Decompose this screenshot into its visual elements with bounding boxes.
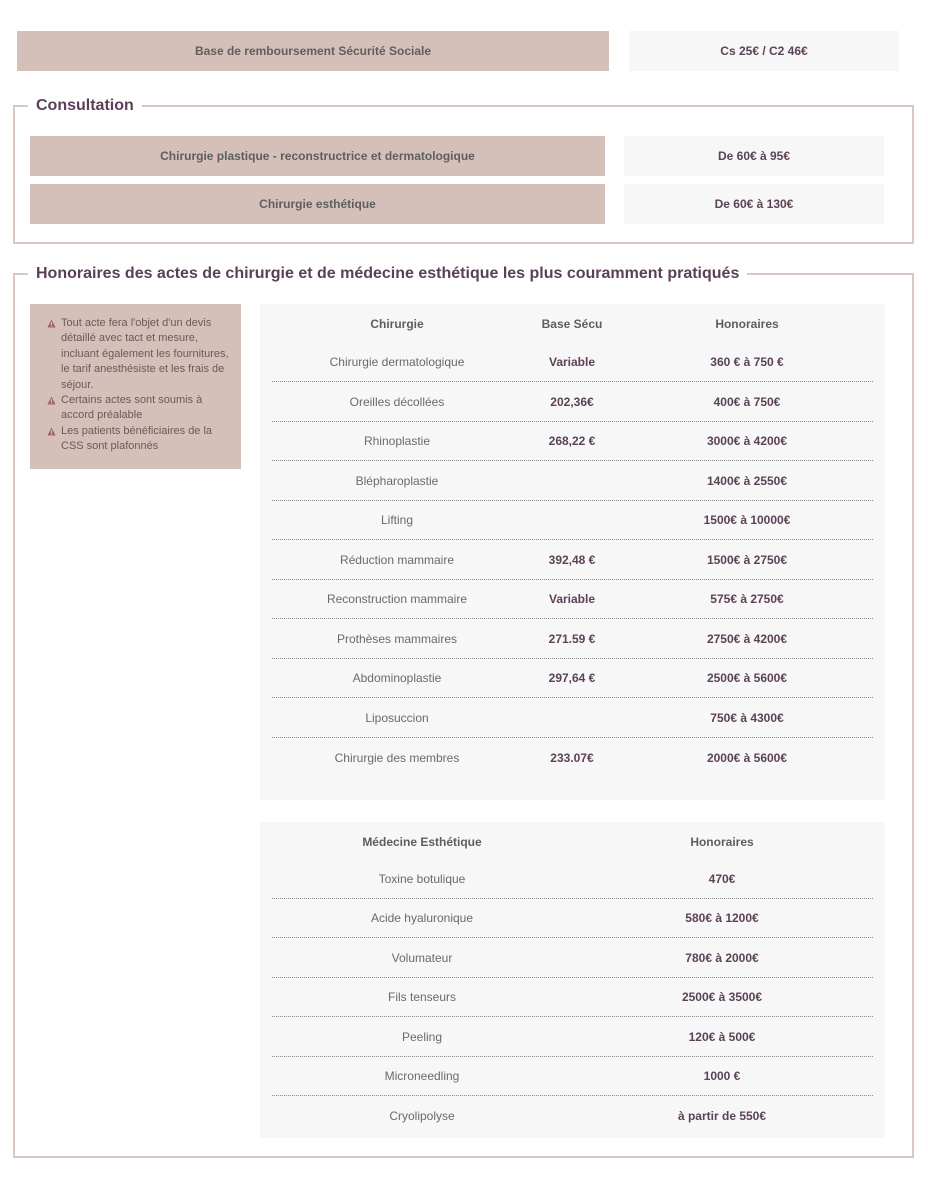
header-medecine-esthetique: Médecine Esthétique bbox=[362, 834, 482, 849]
header-honoraires: Honoraires bbox=[715, 316, 779, 331]
fee-value: 400€ à 750€ bbox=[713, 394, 781, 409]
surgery-table-header bbox=[272, 304, 873, 343]
procedure-name: Blépharoplastie bbox=[355, 473, 439, 488]
table-row bbox=[272, 501, 873, 540]
fee-value: 575€ à 2750€ bbox=[710, 592, 784, 606]
header-base-secu: Base Sécu bbox=[541, 316, 603, 331]
procedure-name: Chirurgie des membres bbox=[334, 750, 460, 765]
procedure-name: Oreilles décollées bbox=[349, 394, 445, 409]
base-secu-value bbox=[522, 699, 622, 737]
table-row bbox=[272, 1057, 873, 1096]
base-secu-value: 268,22 € bbox=[548, 434, 596, 448]
base-secu-value: Variable bbox=[548, 355, 596, 369]
table-row bbox=[272, 939, 873, 978]
procedure-name: Chirurgie dermatologique bbox=[329, 355, 465, 369]
procedure-name: Réduction mammaire bbox=[339, 552, 455, 567]
fee-value: 1500€ à 10000€ bbox=[703, 513, 791, 527]
consultation-label-aesthetic: Chirurgie esthétique bbox=[30, 184, 605, 224]
aesthetic-table bbox=[260, 822, 885, 1138]
base-remboursement-label: Base de remboursement Sécurité Sociale bbox=[17, 31, 609, 71]
warning-icon bbox=[47, 319, 56, 328]
treatment-name: Volumateur bbox=[391, 950, 453, 965]
note-item: Les patients bénéficiaires de la CSS sont plafonnés bbox=[46, 424, 235, 455]
fee-value: 750€ à 4300€ bbox=[710, 710, 784, 725]
consultation-title: Consultation bbox=[28, 95, 142, 117]
note-item: Tout acte fera l'objet d'un devis détaillé avec tact et mesure, incluant également les fournitures, le tarif anesthésiste et les frais de séjour. bbox=[46, 316, 235, 393]
warning-icon bbox=[47, 427, 56, 436]
fee-value: 780€ à 2000€ bbox=[685, 950, 759, 965]
header-chirurgie: Chirurgie bbox=[370, 316, 424, 331]
base-secu-value: 297,64 € bbox=[548, 671, 596, 685]
warning-icon bbox=[47, 396, 56, 405]
table-row bbox=[272, 699, 873, 738]
table-row bbox=[272, 462, 873, 501]
treatment-name: Cryolipolyse bbox=[389, 1108, 455, 1123]
base-remboursement-value: Cs 25€ / C2 46€ bbox=[629, 31, 899, 71]
fee-value: 2750€ à 4200€ bbox=[706, 631, 788, 646]
fee-value: 360 € à 750 € bbox=[710, 355, 784, 369]
table-row bbox=[272, 620, 873, 659]
table-row bbox=[272, 541, 873, 580]
base-secu-value: 271.59 € bbox=[548, 631, 596, 646]
treatment-name: Fils tenseurs bbox=[387, 990, 457, 1005]
header-honoraires: Honoraires bbox=[690, 834, 754, 849]
procedure-name: Lifting bbox=[380, 513, 414, 527]
base-secu-value: 202,36€ bbox=[550, 394, 594, 409]
procedure-name: Abdominoplastie bbox=[352, 671, 442, 685]
base-secu-value: 392,48 € bbox=[548, 552, 596, 567]
base-secu-value: 233.07€ bbox=[550, 750, 594, 765]
table-row bbox=[272, 738, 873, 777]
table-row bbox=[272, 899, 873, 938]
fee-value: 120€ à 500€ bbox=[688, 1029, 756, 1044]
base-secu-value bbox=[522, 501, 622, 539]
treatment-name: Peeling bbox=[401, 1029, 443, 1044]
table-row bbox=[272, 343, 873, 382]
procedure-name: Liposuccion bbox=[365, 710, 429, 725]
surgery-table bbox=[260, 304, 885, 800]
table-row bbox=[272, 580, 873, 619]
base-secu-value: Variable bbox=[548, 592, 596, 606]
honoraires-title: Honoraires des actes de chirurgie et de médecine esthétique les plus couramment pratiqués bbox=[28, 263, 747, 285]
fee-value: 2000€ à 5600€ bbox=[706, 750, 788, 765]
procedure-name: Rhinoplastie bbox=[363, 434, 431, 448]
consultation-value-plastic: De 60€ à 95€ bbox=[624, 136, 884, 176]
treatment-name: Microneedling bbox=[384, 1069, 460, 1083]
fee-value: 1000 € bbox=[703, 1069, 741, 1083]
table-row bbox=[272, 659, 873, 698]
table-row bbox=[272, 1018, 873, 1057]
procedure-name: Prothèses mammaires bbox=[336, 631, 458, 646]
table-row bbox=[272, 1096, 873, 1135]
notes-box bbox=[30, 304, 241, 469]
fee-value: 580€ à 1200€ bbox=[685, 911, 759, 926]
note-item: Certains actes sont soumis à accord préalable bbox=[46, 393, 235, 424]
fee-value: à partir de 550€ bbox=[677, 1108, 767, 1123]
fee-value: 1500€ à 2750€ bbox=[706, 552, 788, 567]
consultation-value-aesthetic: De 60€ à 130€ bbox=[624, 184, 884, 224]
table-row bbox=[272, 978, 873, 1017]
fee-value: 2500€ à 3500€ bbox=[681, 990, 763, 1005]
procedure-name: Reconstruction mammaire bbox=[326, 592, 468, 606]
fee-value: 470€ bbox=[708, 872, 736, 886]
fee-value: 1400€ à 2550€ bbox=[706, 473, 788, 488]
base-secu-value bbox=[522, 462, 622, 500]
treatment-name: Acide hyaluronique bbox=[370, 911, 474, 926]
consultation-label-plastic: Chirurgie plastique - reconstructrice et dermatologique bbox=[30, 136, 605, 176]
table-row bbox=[272, 860, 873, 899]
table-row bbox=[272, 422, 873, 461]
treatment-name: Toxine botulique bbox=[378, 872, 466, 886]
aesthetic-table-header bbox=[272, 822, 873, 861]
table-row bbox=[272, 383, 873, 422]
fee-value: 2500€ à 5600€ bbox=[706, 671, 788, 685]
fee-value: 3000€ à 4200€ bbox=[706, 434, 788, 448]
